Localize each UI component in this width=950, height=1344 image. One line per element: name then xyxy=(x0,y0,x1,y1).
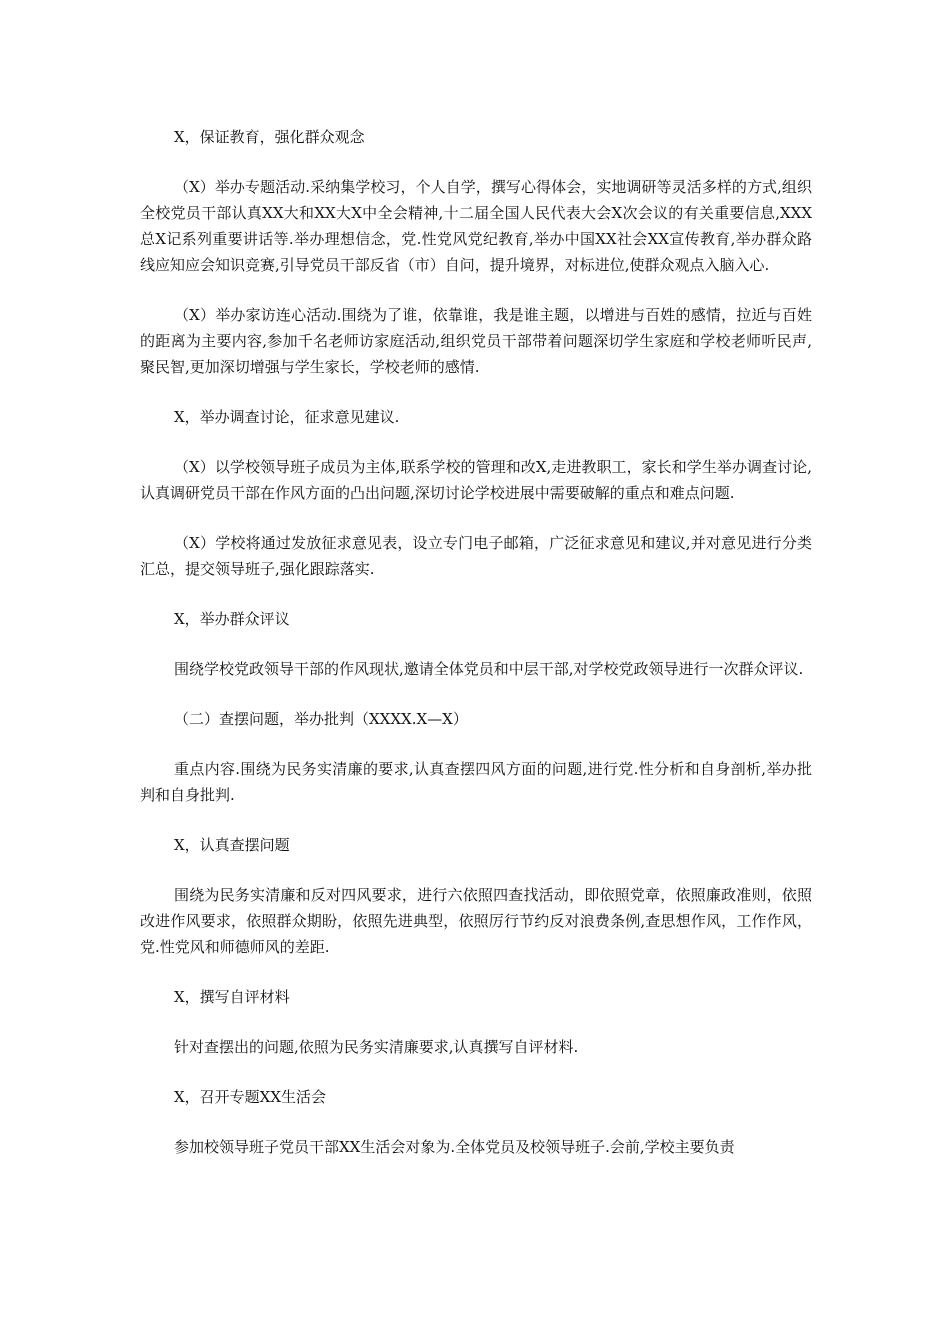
section-heading: X，撰写自评材料 xyxy=(174,988,290,1006)
body-paragraph: 参加校领导班子党员干部XX生活会对象为.全体党员及校领导班子.会前,学校主要负责 xyxy=(174,1138,735,1156)
document-body xyxy=(140,124,812,1184)
body-paragraph: 重点内容.围绕为民务实清廉的要求,认真查摆四风方面的问题,进行党.性分析和自身剖析,举办批判和自身批判. xyxy=(140,760,812,804)
section-heading: X，举办调查讨论，征求意见建议. xyxy=(174,408,400,426)
section-heading: X，举办群众评议 xyxy=(174,610,290,628)
section-heading: X，认真查摆问题 xyxy=(174,836,290,854)
section-heading: X，保证教育，强化群众观念 xyxy=(174,128,365,146)
section-heading: X，召开专题XX生活会 xyxy=(174,1088,327,1106)
body-paragraph: 围绕学校党政领导干部的作风现状,邀请全体党员和中层干部,对学校党政领导进行一次群众评议. xyxy=(174,660,804,678)
body-paragraph: （X）举办家访连心活动.围绕为了谁，依靠谁，我是谁主题，以增进与百姓的感情，拉近与百姓的距离为主要内容,参加千名老师访家庭活动,组织党员干部带着问题深切学生家庭和学校老师听民声,聚民智,更加深切增强与学生家长，学校老师的感情. xyxy=(140,306,812,376)
body-paragraph: （X）举办专题活动.采纳集学校习，个人自学，撰写心得体会，实地调研等灵活多样的方式,组织全校党员干部认真XX大和XX大X中全会精神,十二届全国人民代表大会X次会议的有关重要信息,XXX总X记系列重要讲话等.举办理想信念，党.性党风党纪教育,举办中国XX社会XX宣传教育,举办群众路线应知应会知识竞赛,引导党员干部反省（市）自问，提升境界，对标进位,使群众观点入脑入心. xyxy=(140,178,812,274)
body-paragraph: （X）学校将通过发放征求意见表，设立专门电子邮箱，广泛征求意见和建议,并对意见进行分类汇总，提交领导班子,强化跟踪落实. xyxy=(140,534,812,578)
body-paragraph: （X）以学校领导班子成员为主体,联系学校的管理和改X,走进教职工，家长和学生举办调查讨论,认真调研党员干部在作风方面的凸出问题,深切讨论学校进展中需要破解的重点和难点问题. xyxy=(140,458,812,502)
body-paragraph: 围绕为民务实清廉和反对四风要求，进行六依照四查找活动，即依照党章，依照廉政准则，依照改进作风要求，依照群众期盼，依照先进典型，依照厉行节约反对浪费条例,查思想作风，工作作风，党.性党风和师德师风的差距. xyxy=(140,886,812,956)
body-paragraph: 针对查摆出的问题,依照为民务实清廉要求,认真撰写自评材料. xyxy=(174,1038,579,1056)
section-heading: （二）查摆问题，举办批判（XXXX.X—X） xyxy=(174,710,468,728)
